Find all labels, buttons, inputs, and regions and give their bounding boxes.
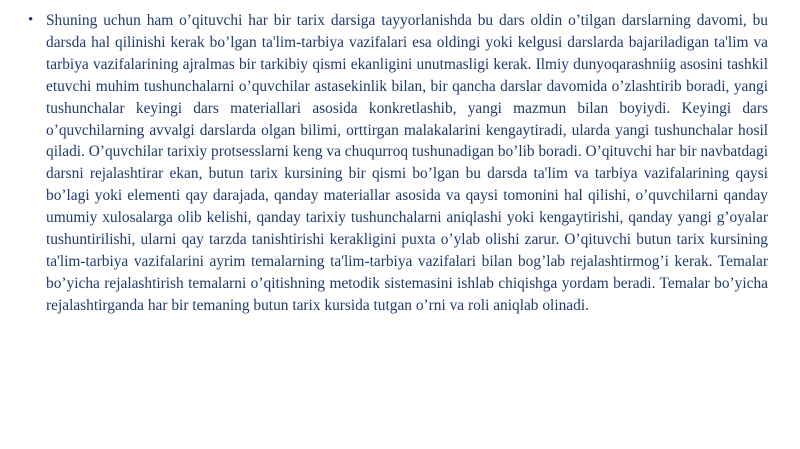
bullet-list: [28, 10, 768, 317]
bullet-item: [28, 10, 768, 317]
bullet-marker: •: [28, 12, 34, 28]
bullet-paragraph: Shuning uchun ham o’qituvchi har bir tarix darsiga tayyorlanishda bu dars oldin o’tilgan darslarning davomi, bu darsda hal qilinishi kerak bo’lgan ta'lim-tarbiya vazifalari esa oldingi yoki kelgusi darslarda bajariladigan ta'lim va tarbiya vazifalarining ajralmas bir tarkibiy qismi ekanligini unutmasligi kerak. Ilmiy dunyoqarashniig asosini tashkil etuvchi muhim tushunchalarni o’quvchilar astasekinlik bilan, bir qancha darslar davomida o’zlashtirib boradi, yangi tushunchalar keyingi dars materiallari asosida konkretlashib, yangi mazmun bilan boyiydi. Keyingi dars o’quvchilarning avvalgi darslarda olgan bilimi, orttirgan malakalarini kengaytiradi, ularda yangi tushunchalar hosil qiladi. O’quvchilar tarixiy protsesslarni keng va chuqurroq tushunadigan bo’lib boradi. O’qituvchi har bir navbatdagi darsni rejalashtirar ekan, butun tarix kursining bir qismi bo’lgan bu darsda ta'lim va tarbiya vazifalarining qaysi bo’lagi yoki elementi qay darajada, qanday materiallar asosida va qaysi tomonini hal qilishi, o’quvchilarni qanday umumiy xulosalarga olib kelishi, qanday tarixiy tushunchalarni aniqlashi yoki kengaytirishi, qanday yangi g’oyalar tushuntirilishi, ularni qay tarzda tanishtirishi kerakligini puxta o’ylab olishi zarur. O’qituvchi butun tarix kursining ta'lim-tarbiya vazifalarini ayrim temalarning ta'lim-tarbiya vazifalari bilan bog’lab rejalashtirmog’i kerak. Temalar bo’yicha rejalashtirish temalarni o’qitishning metodik sistemasini ishlab chiqishga yordam beradi. Temalar bo’yicha rejalashtirganda har bir temaning butun tarix kursida tutgan o’rni va roli aniqlab olinadi.: [46, 12, 768, 314]
